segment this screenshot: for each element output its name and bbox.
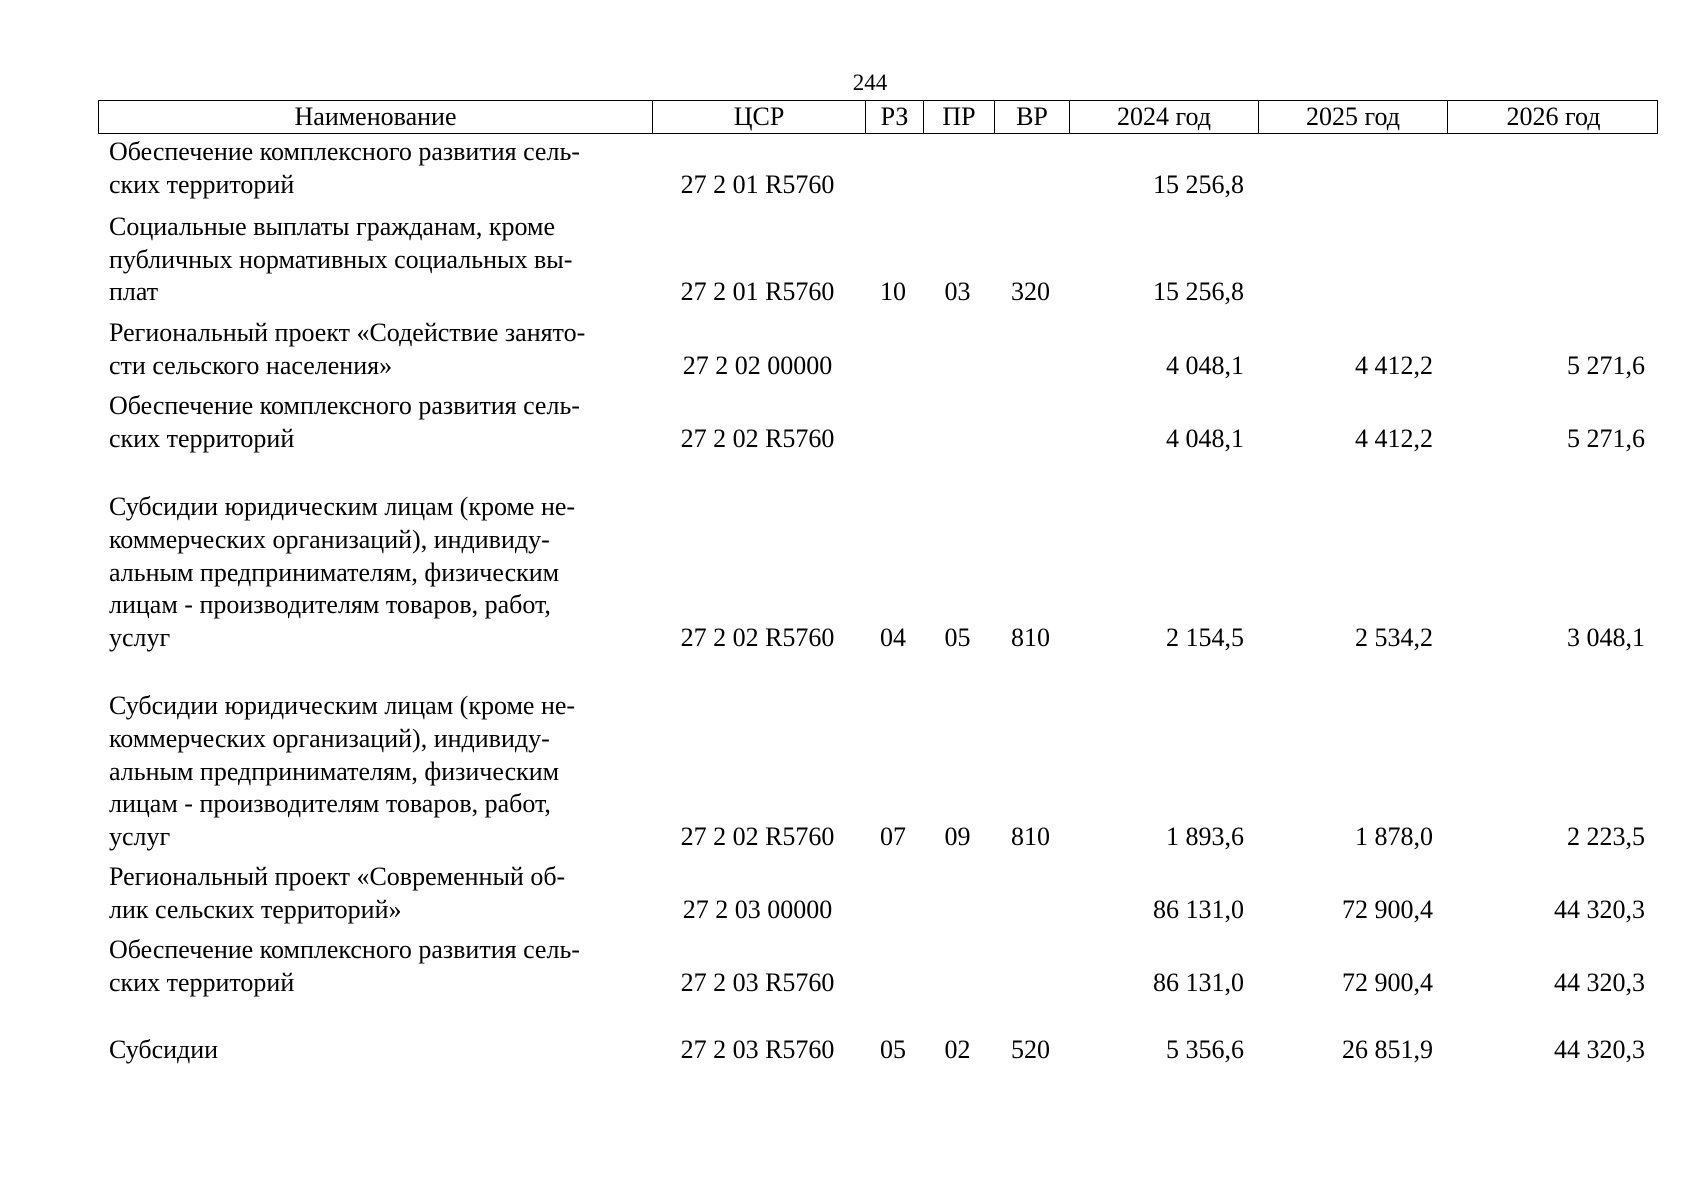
row-name	[98, 211, 651, 309]
row-name-line: Обеспечение комплексного развития сель-	[109, 391, 580, 421]
row-rz: 05	[880, 1034, 906, 1064]
row-csr: 27 2 01 R5760	[680, 169, 835, 199]
row-name-line: услуг	[109, 622, 171, 652]
row-csr: 27 2 02 00000	[682, 350, 833, 380]
row-name-line: альным предпринимателям, физическим	[109, 756, 560, 786]
row-name-line: лицам - производителям товаров, работ,	[109, 789, 551, 819]
row-name-line: альным предпринимателям, физическим	[109, 557, 560, 587]
row-rz: 07	[880, 821, 906, 851]
row-2025: 2 534,2	[1355, 622, 1433, 652]
row-vr: 810	[1011, 821, 1050, 851]
row-name-line: Региональный проект «Содействие занято-	[109, 317, 586, 347]
header-2025: 2025 год	[1258, 101, 1447, 133]
row-vr: 810	[1011, 622, 1050, 652]
row-name-line: ских территорий	[109, 968, 295, 998]
header-pr: ПР	[923, 101, 994, 133]
row-pr: 05	[944, 622, 971, 652]
row-csr: 27 2 03 R5760	[680, 1034, 835, 1064]
table-row	[98, 136, 1658, 201]
row-csr: 27 2 03 00000	[682, 894, 833, 924]
row-vr: 520	[1011, 1034, 1050, 1064]
row-name-line: Региональный проект «Современный об-	[109, 862, 566, 892]
row-name-line: Обеспечение комплексного развития сель-	[109, 137, 580, 166]
row-2024: 15 256,8	[1153, 277, 1244, 307]
row-name-line: публичных нормативных социальных вы-	[109, 244, 573, 274]
row-2025: 26 851,9	[1342, 1034, 1433, 1064]
row-2024: 86 131,0	[1153, 968, 1244, 998]
row-2025: 72 900,4	[1342, 968, 1433, 998]
header-2026: 2026 год	[1447, 101, 1659, 133]
row-name-line: Субсидии юридическим лицам (кроме не-	[109, 691, 576, 721]
row-2026: 5 271,6	[1567, 423, 1645, 453]
row-name-line: услуг	[109, 821, 171, 851]
table-row	[98, 861, 1658, 926]
row-name	[98, 934, 651, 999]
row-csr: 27 2 02 R5760	[680, 821, 835, 851]
row-name-line: сти сельского населения»	[109, 350, 393, 380]
row-2024: 2 154,5	[1166, 622, 1244, 652]
row-2026: 2 223,5	[1567, 821, 1645, 851]
row-name	[98, 317, 651, 382]
row-csr: 27 2 02 R5760	[680, 622, 835, 652]
row-name-line: Субсидии	[109, 1034, 219, 1064]
header-csr: ЦСР	[652, 101, 865, 133]
header-name: Наименование	[294, 102, 457, 131]
row-2024: 86 131,0	[1153, 894, 1244, 924]
row-csr: 27 2 01 R5760	[680, 277, 835, 307]
table-row	[98, 211, 1658, 309]
row-name-line: коммерческих организаций), индивиду-	[109, 524, 550, 554]
row-rz: 04	[880, 622, 906, 652]
table-row	[98, 390, 1658, 455]
row-name-line: Обеспечение комплексного развития сель-	[109, 935, 580, 965]
row-name	[98, 136, 651, 201]
page-number: 244	[852, 70, 888, 95]
row-csr: 27 2 03 R5760	[680, 968, 835, 998]
row-name-line: ских территорий	[109, 423, 295, 453]
row-2026: 5 271,6	[1567, 350, 1645, 380]
row-name	[98, 1034, 651, 1067]
header-rz: РЗ	[865, 101, 923, 133]
table-row	[98, 491, 1658, 654]
row-2024: 5 356,6	[1166, 1034, 1244, 1064]
table-header	[98, 100, 1658, 134]
row-name	[98, 390, 651, 455]
row-vr: 320	[1011, 277, 1050, 307]
row-name-line: Социальные выплаты гражданам, кроме	[109, 212, 555, 242]
row-2026: 44 320,3	[1554, 894, 1645, 924]
row-name-line: ских территорий	[109, 169, 295, 199]
row-name-line: коммерческих организаций), индивиду-	[109, 723, 550, 753]
row-pr: 03	[944, 277, 971, 307]
table-row	[98, 1034, 1658, 1067]
header-vr: ВР	[994, 101, 1069, 133]
row-2026: 44 320,3	[1554, 968, 1645, 998]
row-name-line: плат	[109, 277, 159, 307]
row-2026: 44 320,3	[1554, 1034, 1645, 1064]
row-2024: 15 256,8	[1153, 169, 1244, 199]
table-body	[98, 136, 1658, 1066]
row-2026: 3 048,1	[1567, 622, 1645, 652]
row-name-line: лицам - производителям товаров, работ,	[109, 590, 551, 620]
row-name-line: Субсидии юридическим лицам (кроме не-	[109, 492, 576, 522]
row-pr: 02	[944, 1034, 971, 1064]
row-name	[98, 491, 651, 654]
row-pr: 09	[944, 821, 971, 851]
table-row	[98, 690, 1658, 853]
row-2024: 4 048,1	[1166, 350, 1244, 380]
row-2024: 4 048,1	[1166, 423, 1244, 453]
row-2025: 4 412,2	[1355, 423, 1433, 453]
row-csr: 27 2 02 R5760	[680, 423, 835, 453]
row-2025: 72 900,4	[1342, 894, 1433, 924]
row-2024: 1 893,6	[1166, 821, 1244, 851]
row-name	[98, 861, 651, 926]
row-name	[98, 690, 651, 853]
row-2025: 1 878,0	[1355, 821, 1433, 851]
row-2025: 4 412,2	[1355, 350, 1433, 380]
row-name-line: лик сельских территорий»	[109, 894, 402, 924]
table-row	[98, 317, 1658, 382]
table-row	[98, 934, 1658, 999]
row-rz: 10	[880, 277, 906, 307]
header-2024: 2024 год	[1069, 101, 1258, 133]
